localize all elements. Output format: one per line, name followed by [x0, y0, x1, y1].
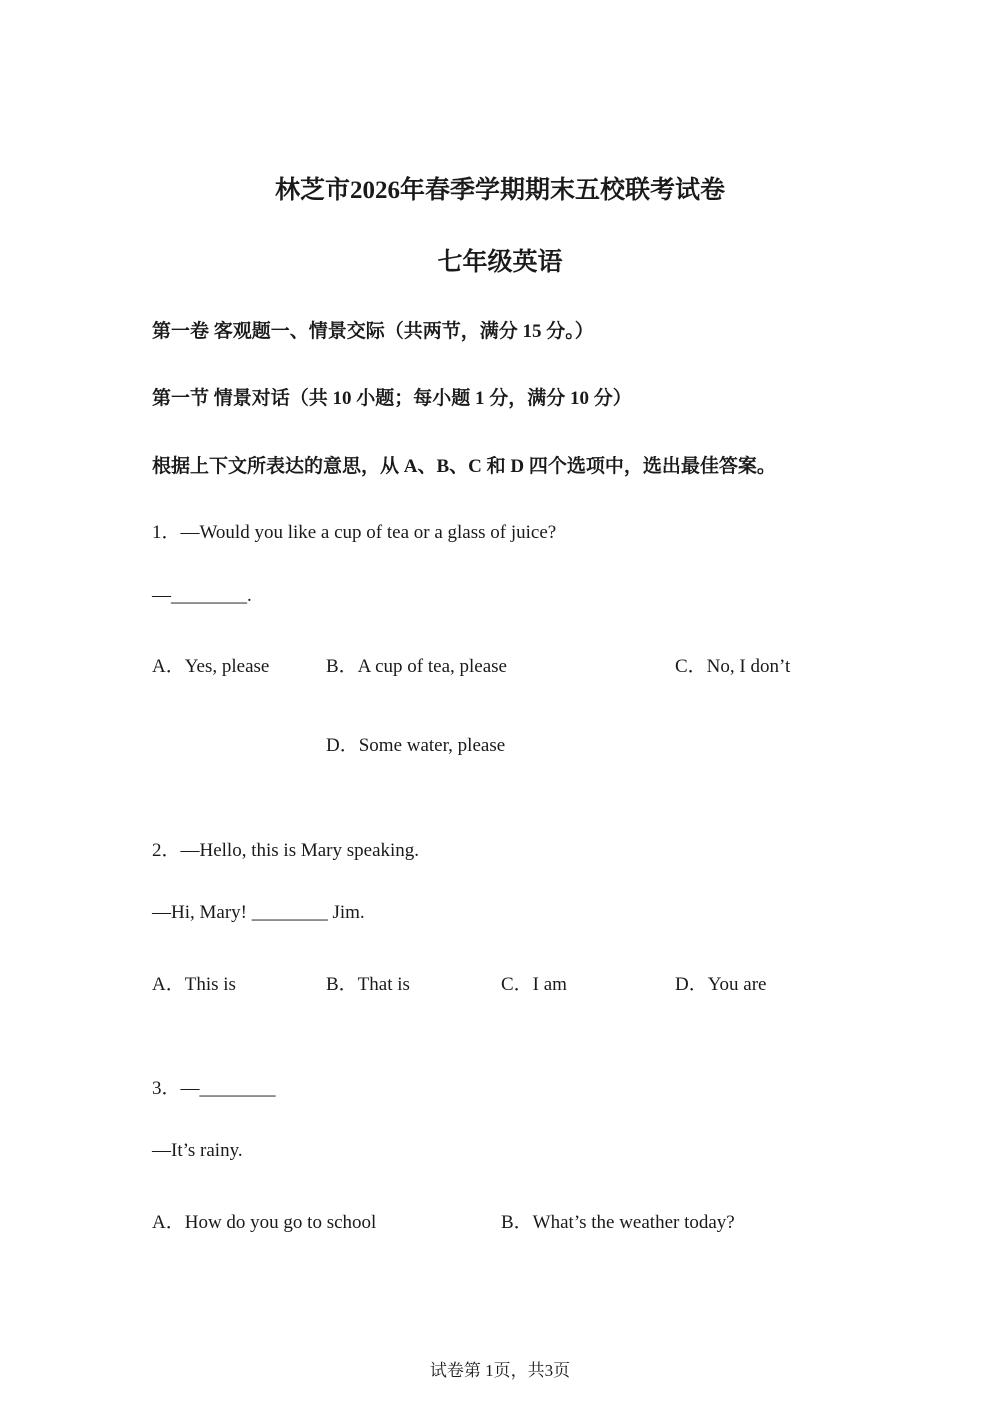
question-1-option-c: C．No, I don’t [675, 656, 791, 677]
question-2-option-b: B．That is [326, 974, 410, 995]
instruction-text: 根据上下文所表达的意思，从 A、B、C 和 D 四个选项中，选出最佳答案。 [152, 456, 776, 477]
question-2-option-c: C．I am [501, 974, 567, 995]
question-1-option-a: A．Yes, please [152, 656, 270, 677]
question-2-stem: 2．—Hello, this is Mary speaking. [152, 840, 420, 861]
question-3-stem: 3．—________ [152, 1078, 276, 1099]
question-2-reply: —Hi, Mary! ________ Jim. [152, 902, 365, 923]
question-1-stem: 1．—Would you like a cup of tea or a glass of juice? [152, 522, 557, 543]
exam-title: 林芝市2026年春季学期期末五校联考试卷 [274, 177, 725, 204]
question-1-option-d: D．Some water, please [326, 735, 506, 756]
question-1-reply: —________. [152, 585, 252, 606]
question-2-option-d: D．You are [675, 974, 767, 995]
question-1-option-b: B．A cup of tea, please [326, 656, 507, 677]
question-2-option-a: A．This is [152, 974, 236, 995]
page-footer: 试卷第 1页，共3页 [429, 1361, 571, 1380]
exam-subtitle: 七年级英语 [437, 249, 563, 276]
question-3-option-b: B．What’s the weather today? [501, 1212, 735, 1233]
subsection-heading: 第一节 情景对话（共 10 小题；每小题 1 分，满分 10 分） [152, 388, 632, 409]
question-3-reply: —It’s rainy. [152, 1140, 243, 1161]
question-3-option-a: A．How do you go to school [152, 1212, 377, 1233]
part-heading: 第一卷 客观题一、情景交际（共两节，满分 15 分。） [152, 321, 594, 342]
